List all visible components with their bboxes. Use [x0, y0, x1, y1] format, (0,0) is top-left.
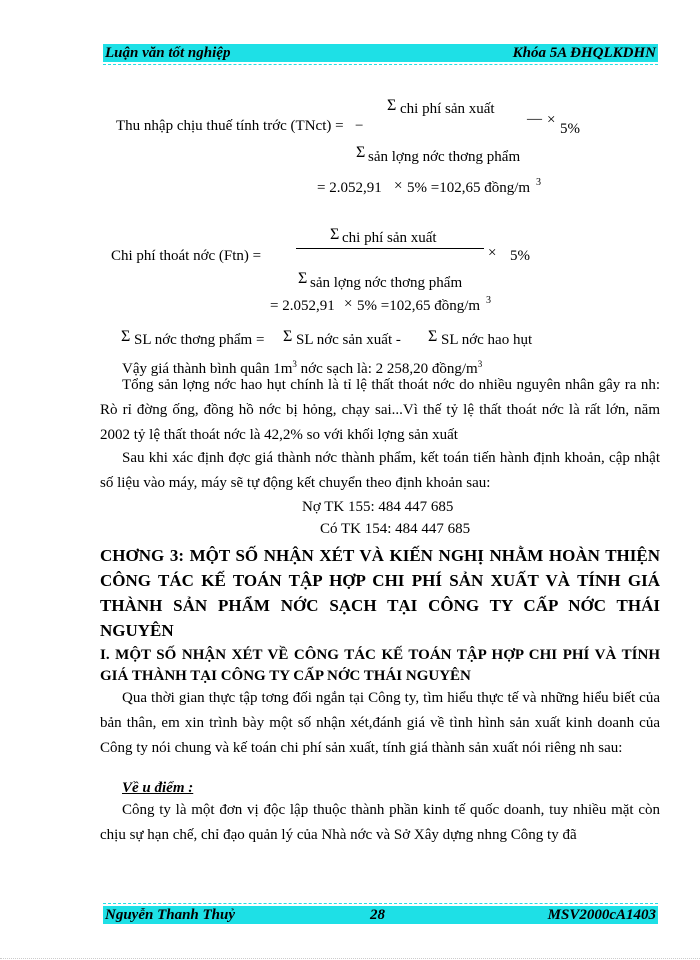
paragraph-company: [100, 798, 660, 848]
formula2-num-sigma: Σ: [330, 226, 340, 243]
formula1-denominator: sản lợng nớc thơng phẩm: [368, 149, 521, 165]
sl-term-2: SL nớc sản xuất -: [296, 332, 401, 348]
para4-text: Công ty là một đơn vị độc lập thuộc thành phần kinh tế quốc doanh, tuy nhiều mặt còn chịu sự hạn chế, chỉ đạo quản lý của Nhà nớc và Sở Xây dựng nhng Công ty đã: [100, 802, 660, 843]
formula1-times: ×: [547, 112, 556, 128]
paragraph-accounting-entry: [100, 446, 660, 496]
formula2-percent: 5%: [510, 248, 530, 264]
formula2-result-b: 5% =102,65 đồng/m: [357, 298, 481, 314]
sl-sigma-3: Σ: [428, 328, 438, 345]
formula1-result-b: 5% =102,65 đồng/m: [407, 180, 531, 196]
formula2-result-sup: 3: [486, 295, 491, 306]
header-left: Luận văn tốt nghiệp: [105, 45, 231, 61]
formula1-result-times: ×: [394, 178, 403, 194]
subheading-advantages: Về u điểm :: [122, 780, 194, 796]
footer-author: Nguyễn Thanh Thuỷ: [105, 907, 236, 923]
para3-text: Qua thời gian thực tập tơng đối ngắn tại Công ty, tìm hiểu thực tế và những hiểu biết của bản thân, em xin trình bày một số nhận xét,đánh giá về tình hình sản xuất kinh doanh của Công ty nói chung và kế toán chi phí sản xuất, tính giá thành sản xuất nói riêng nh sau:: [100, 690, 660, 756]
formula1-dash: —: [527, 111, 542, 127]
sl-term-3: SL nớc hao hụt: [441, 332, 533, 348]
chapter-heading: CHƠNG 3: MỘT SỐ NHẬN XÉT VÀ KIẾN NGHỊ NHẰM HOÀN THIỆN CÔNG TÁC KẾ TOÁN TẬP HỢP CHI PHÍ SẢN XUẤT VÀ TÍNH GIÁ THÀNH SẢN PHẨM NỚC SẠCH TẠI CÔNG TY CẤP NỚC THÁI NGUYÊN: [100, 546, 660, 640]
footer-rule: [103, 903, 658, 904]
paragraph-intro: [100, 686, 660, 761]
page-footer: [103, 906, 658, 924]
price-sup-1: 3: [292, 359, 297, 369]
sl-sigma-2: Σ: [283, 328, 293, 345]
formula2-result-times: ×: [344, 296, 353, 312]
formula2-fraction-line: [296, 248, 484, 249]
entry-credit: Có TK 154: 484 447 685: [320, 521, 471, 537]
para2-text: Sau khi xác định đợc giá thành nớc thành phẩm, kết toán tiến hành định khoản, cập nhật số liệu vào máy, máy sẽ tự động kết chuyển theo định khoản sau:: [100, 450, 660, 491]
price-sup-2: 3: [477, 359, 483, 369]
formula1-numerator: chi phí sản xuất: [400, 101, 495, 117]
formula2-lhs: Chi phí thoát nớc (Ftn) =: [111, 248, 262, 264]
page-header: [103, 44, 658, 62]
header-rule: [103, 64, 658, 65]
entry-debit: Nợ TK 155: 484 447 685: [302, 499, 454, 515]
paragraph-water-loss: [100, 373, 660, 448]
price-text-b: nớc sạch là: 2 258,20 đồng/m: [296, 361, 478, 377]
section-heading: I. MỘT SỐ NHẬN XÉT VỀ CÔNG TÁC KẾ TOÁN TẬP HỢP CHI PHÍ VÀ TÍNH GIÁ THÀNH TẠI CÔNG TY CẤP NỚC THÁI NGUYÊN: [100, 647, 660, 684]
formula1-num-sigma: Σ: [387, 97, 397, 114]
footer-student-id: MSV2000cA1403: [547, 907, 656, 923]
formula1-result-a: = 2.052,91: [317, 180, 382, 196]
formula2-den-sigma: Σ: [298, 270, 308, 287]
page-number: 28: [370, 907, 385, 923]
page-bottom-edge: [0, 958, 700, 959]
formula1-result-sup: 3: [536, 177, 541, 188]
formula2-result-a: = 2.052,91: [270, 298, 335, 314]
sl-term-1: SL nớc thơng phẩm =: [134, 332, 265, 348]
formula1-minus: −: [355, 118, 364, 134]
formula2-denominator: sản lợng nớc thơng phẩm: [310, 275, 463, 291]
formula2-numerator: chi phí sản xuất: [342, 230, 437, 246]
formula1-den-sigma: Σ: [356, 144, 366, 161]
formula1-lhs: Thu nhập chịu thuế tính trớc (TNct) =: [116, 118, 344, 134]
para1-text: Tổng sản lợng nớc hao hụt chính là tỉ lệ thất thoát nớc do nhiều nguyên nhân gây ra nh: Rò rỉ đờng ống, đồng hồ nớc bị hỏng, chạy sai...Vì thế tỷ lệ thất thoát nớc là rất lớn, năm 2002 tỷ lệ thất thoát nớc là 42,2% so với khối lợng sản xuất: [100, 377, 660, 443]
header-right: Khóa 5A ĐHQLKDHN: [512, 45, 656, 61]
formula2-times: ×: [488, 245, 497, 261]
price-text-a: Vậy giá thành bình quân 1m: [122, 361, 293, 377]
formula1-percent: 5%: [560, 121, 580, 137]
sl-sigma-1: Σ: [121, 328, 131, 345]
